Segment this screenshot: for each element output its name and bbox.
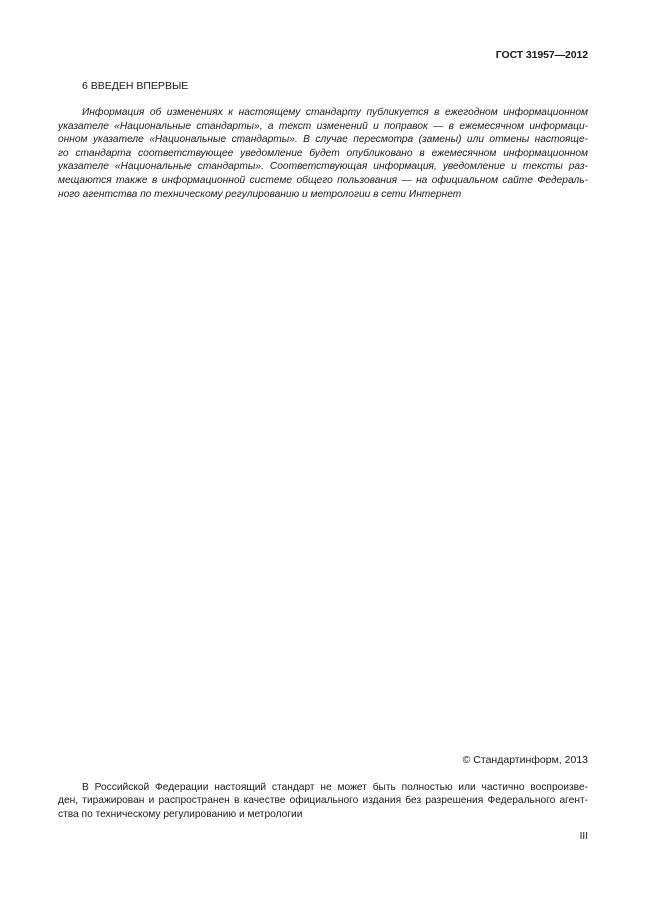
document-code: ГОСТ 31957—2012 (495, 49, 588, 61)
paragraph-line: ного агентства по техническому регулированию и метрологии в сети Интернет (58, 188, 462, 200)
paragraph-line: Информация об изменениях к настоящему стандарту публикуется в ежегодном информационном (82, 107, 588, 118)
paragraph-line: указателе «Национальные стандарты», а текст изменений и поправок — в ежемесячном информаци- (58, 120, 588, 132)
legal-notice (58, 781, 588, 821)
paragraph-line: указателе «Национальные стандарты». Соответствующая информация, уведомление и тексты раз- (58, 161, 588, 173)
paragraph-line: го стандарта соответствующее уведомление будет опубликовано в ежемесячном информационном (58, 147, 588, 159)
info-paragraph (58, 106, 588, 201)
legal-line: В Российской Федерации настоящий стандарт не может быть полностью или частично воспроизве- (82, 782, 588, 793)
legal-line: ства по техническому регулированию и метрологии (58, 808, 303, 820)
copyright-notice: © Стандартинформ, 2013 (462, 754, 588, 766)
paragraph-line: онном указателе «Национальные стандарты». В случае пересмотра (замены) или отмены настояще- (58, 134, 588, 146)
section-title: 6 ВВЕДЕН ВПЕРВЫЕ (82, 80, 189, 92)
paragraph-line: мещаются также в информационной системе общего пользования — на официальном сайте Федераль- (58, 174, 588, 186)
page-number: III (579, 831, 588, 842)
legal-line: ден, тиражирован и распространен в качестве официального издания без разрешения Федерального агент- (58, 795, 588, 807)
